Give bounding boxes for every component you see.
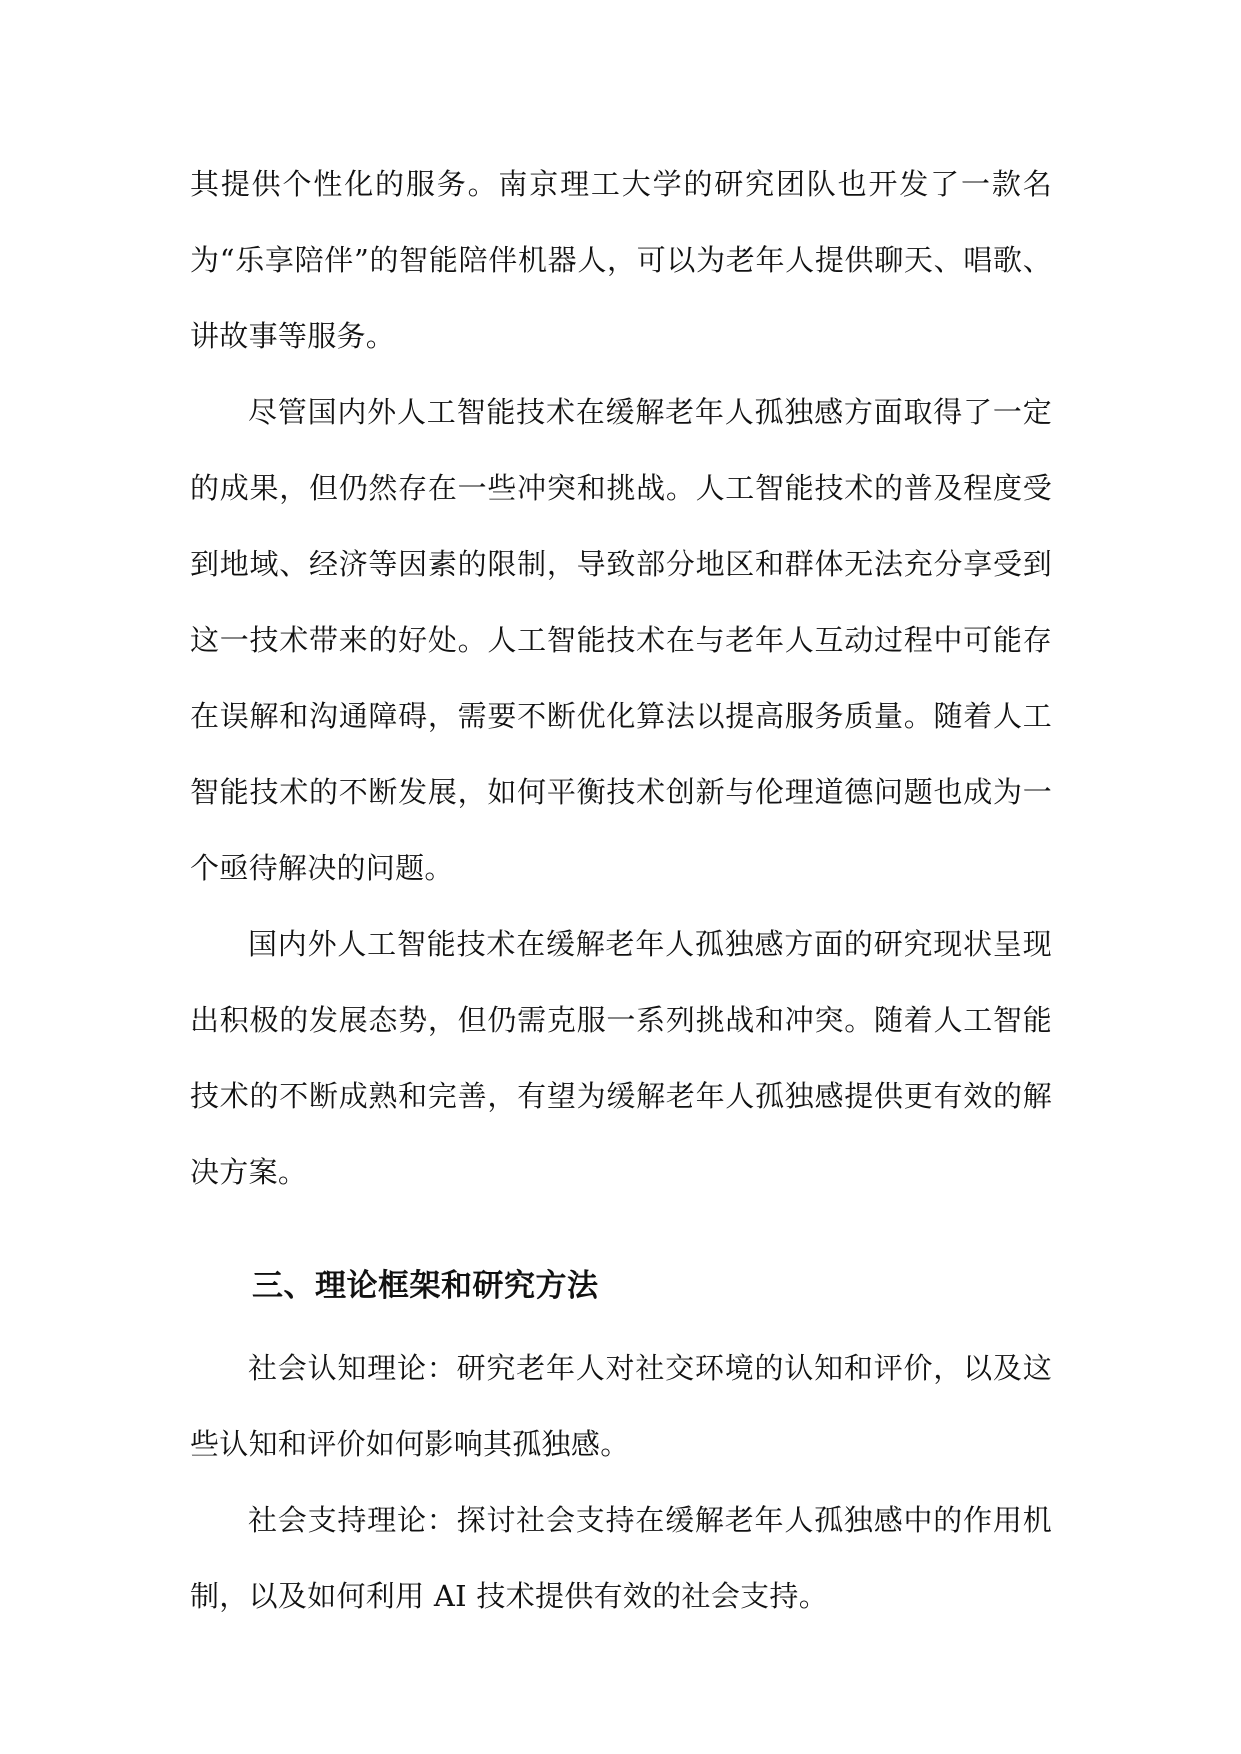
paragraph-challenges: 尽管国内外人工智能技术在缓解老年人孤独感方面取得了一定的成果，但仍然存在一些冲突和挑战。人工智能技术的普及程度受到地域、经济等因素的限制，导致部分地区和群体无法充分享受到这一技术带来的好处。人工智能技术在与老年人互动过程中可能存在误解和沟通障碍，需要不断优化算法以提高服务质量。随着人工智能技术的不断发展，如何平衡技术创新与伦理道德问题也成为一个亟待解决的问题。 [190,395,1052,885]
section-heading: 三、理论框架和研究方法 [252,1268,599,1304]
document-body [190,146,1052,1634]
paragraph-status-summary: 国内外人工智能技术在缓解老年人孤独感方面的研究现状呈现出积极的发展态势，但仍需克服一系列挑战和冲突。随着人工智能技术的不断成熟和完善，有望为缓解老年人孤独感提供更有效的解决方案。 [190,927,1052,1189]
paragraph-social-support-theory: 社会支持理论：探讨社会支持在缓解老年人孤独感中的作用机制，以及如何利用 AI 技术提供有效的社会支持。 [190,1503,1052,1613]
paragraph-social-cognition-theory: 社会认知理论：研究老年人对社交环境的认知和评价，以及这些认知和评价如何影响其孤独感。 [190,1351,1052,1461]
paragraph-continuation: 其提供个性化的服务。南京理工大学的研究团队也开发了一款名为“乐享陪伴”的智能陪伴机器人，可以为老年人提供聊天、唱歌、讲故事等服务。 [190,167,1052,353]
